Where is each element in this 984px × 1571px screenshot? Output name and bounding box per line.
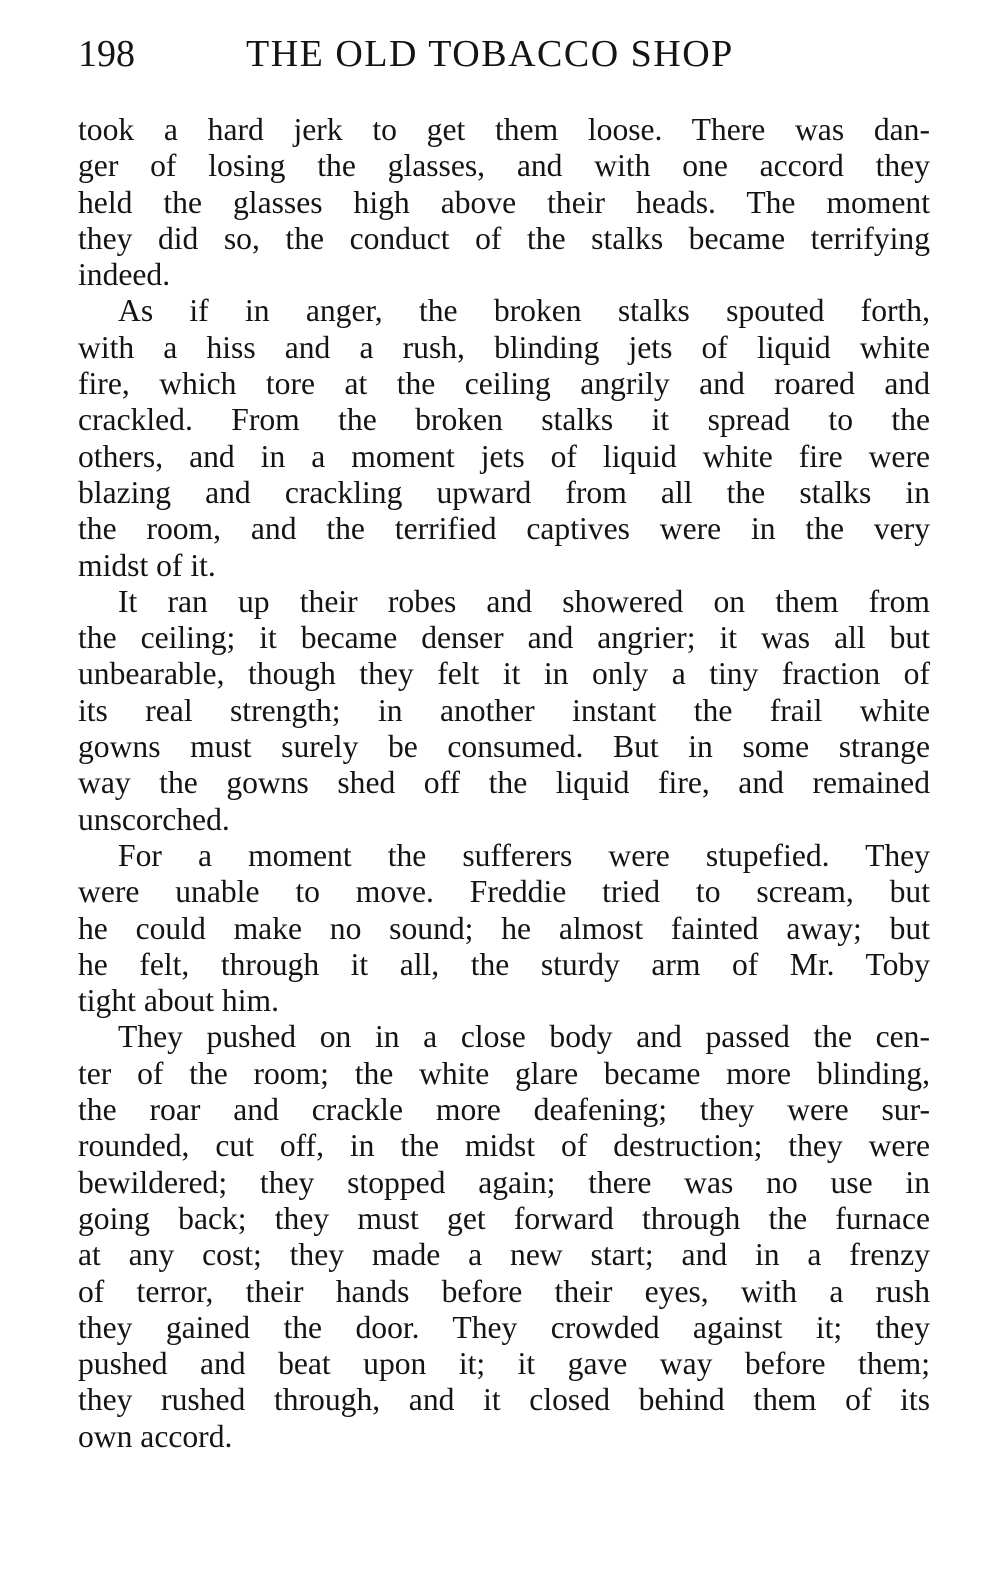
text-line: they did so, the conduct of the stalks became terrifying [78, 220, 930, 256]
text-line: They pushed on in a close body and passed the cen- [118, 1019, 930, 1055]
text-line: with a hiss and a rush, blinding jets of liquid white [78, 329, 930, 365]
paragraph [78, 293, 930, 583]
text-line: of terror, their hands before their eyes, with a rush [78, 1273, 930, 1309]
text-line: fire, which tore at the ceiling angrily and roared and [78, 366, 930, 402]
text-line: its real strength; in another instant the frail white [78, 692, 930, 728]
text-line: others, and in a moment jets of liquid white fire were [78, 438, 930, 474]
text-line: midst of it. [78, 547, 216, 583]
text-line: ger of losing the glasses, and with one accord they [78, 148, 930, 184]
text-line: For a moment the sufferers were stupefied. They [118, 837, 930, 873]
text-line: crackled. From the broken stalks it spread to the [78, 402, 930, 438]
paragraph [78, 112, 930, 293]
text-line: pushed and beat upon it; it gave way before them; [78, 1346, 930, 1382]
body-text [78, 112, 930, 1455]
text-line: held the glasses high above their heads. The moment [78, 184, 930, 220]
text-line: own accord. [78, 1418, 233, 1454]
text-line: the ceiling; it became denser and angrier; it was all but [78, 620, 930, 656]
text-line: they gained the door. They crowded against it; they [78, 1309, 930, 1345]
running-head [78, 30, 930, 78]
text-line: the roar and crackle more deafening; they were sur- [78, 1092, 930, 1128]
text-line: they rushed through, and it closed behind them of its [78, 1382, 930, 1418]
text-line: were unable to move. Freddie tried to scream, but [78, 874, 930, 910]
text-line: ter of the room; the white glare became more blinding, [78, 1055, 930, 1091]
text-line: he could make no sound; he almost fainted away; but [78, 910, 930, 946]
text-line: bewildered; they stopped again; there was no use in [78, 1164, 930, 1200]
text-line: took a hard jerk to get them loose. There was dan- [78, 112, 930, 147]
text-line: at any cost; they made a new start; and in a frenzy [78, 1237, 930, 1273]
paragraph [78, 1019, 930, 1455]
text-line: unbearable, though they felt it in only a tiny fraction of [78, 656, 930, 692]
page-number: 198 [78, 33, 135, 75]
text-line: blazing and crackling upward from all the stalks in [78, 474, 930, 510]
text-line: indeed. [78, 257, 171, 293]
paragraph [78, 584, 930, 838]
paragraph [78, 838, 930, 1019]
text-line: way the gowns shed off the liquid fire, and remained [78, 765, 930, 801]
text-line: he felt, through it all, the sturdy arm of Mr. Toby [78, 946, 930, 982]
text-line: rounded, cut off, in the midst of destruction; they were [78, 1128, 930, 1164]
text-line: going back; they must get forward through the furnace [78, 1200, 930, 1236]
text-line: tight about him. [78, 983, 279, 1019]
text-line: It ran up their robes and showered on them from [118, 583, 930, 619]
text-line: gowns must surely be consumed. But in some strange [78, 729, 930, 765]
text-line: the room, and the terrified captives were in the very [78, 511, 930, 547]
book-title: THE OLD TOBACCO SHOP [246, 33, 734, 75]
text-line: unscorched. [78, 801, 230, 837]
text-line: As if in anger, the broken stalks spouted forth, [118, 293, 930, 329]
